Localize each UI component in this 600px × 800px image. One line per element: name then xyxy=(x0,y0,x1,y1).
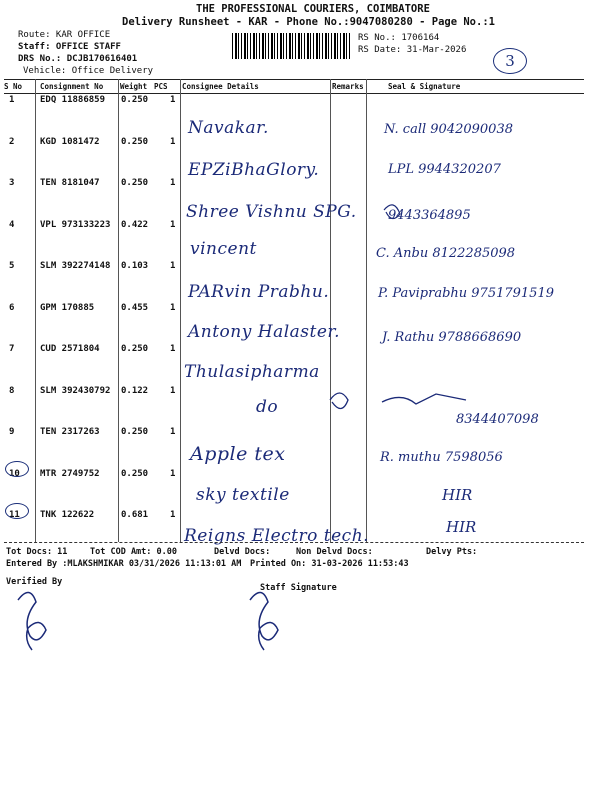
handwritten-signature: J. Rathu 9788668690 xyxy=(382,330,522,345)
handwritten-consignee: PARvin Prabhu. xyxy=(188,282,330,302)
delivered-docs: Delvd Docs: xyxy=(214,547,271,557)
printed-on: Printed On: 31-03-2026 11:53:43 xyxy=(250,559,409,569)
col-consignment: Consignment No xyxy=(40,82,104,91)
row-pcs: 1 xyxy=(170,261,176,271)
scribble-mark xyxy=(330,393,348,409)
row-pcs: 1 xyxy=(170,220,176,230)
row-pcs: 1 xyxy=(170,386,176,396)
row-consignment: SLM 392430792 xyxy=(40,386,111,396)
non-delivered-docs: Non Delvd Docs: xyxy=(296,547,373,557)
row-weight: 0.422 xyxy=(121,220,149,230)
row-sno: 11 xyxy=(9,510,20,520)
handwritten-consignee: Navakar. xyxy=(188,118,269,138)
handwritten-signature: 9443364895 xyxy=(388,208,471,223)
drs-label: DRS No.: DCJB170616401 xyxy=(18,54,138,64)
row-pcs: 1 xyxy=(170,427,176,437)
row-pcs: 1 xyxy=(170,510,176,520)
row-weight: 0.122 xyxy=(121,386,149,396)
handwritten-signature: P. Paviprabhu 9751791519 xyxy=(378,286,554,301)
row-sno: 4 xyxy=(9,220,15,230)
row-consignment: TEN 2317263 xyxy=(40,427,100,437)
staff-signature-scribble xyxy=(250,592,278,650)
row-consignment: TNK 122622 xyxy=(40,510,95,520)
row-consignment: VPL 973133223 xyxy=(40,220,111,230)
col-weight: Weight xyxy=(120,82,148,91)
staff-label: Staff: OFFICE STAFF xyxy=(18,42,121,52)
handwritten-signature: HIR xyxy=(446,518,477,536)
row-pcs: 1 xyxy=(170,469,176,479)
handwritten-signature: HIR xyxy=(442,486,473,504)
handwritten-consignee: sky textile xyxy=(196,485,290,505)
row-weight: 0.250 xyxy=(121,469,149,479)
handwritten-consignee: Apple tex xyxy=(190,443,286,465)
handwritten-consignee: do xyxy=(256,397,279,417)
row-consignment: TEN 8181047 xyxy=(40,178,100,188)
handwritten-consignee: Reigns Electro tech. xyxy=(184,526,370,546)
row-sno: 9 xyxy=(9,427,15,437)
handwritten-signature: N. call 9042090038 xyxy=(384,122,513,137)
handwritten-signature: LPL 9944320207 xyxy=(388,162,501,177)
row-weight: 0.250 xyxy=(121,137,149,147)
col-seal: Seal & Signature xyxy=(388,82,461,91)
page-mark: 3 xyxy=(493,48,527,74)
row-sno: 2 xyxy=(9,137,15,147)
row-weight: 0.250 xyxy=(121,95,149,105)
total-cod: Tot COD Amt: 0.00 xyxy=(90,547,177,557)
handwritten-consignee: Shree Vishnu SPG. xyxy=(186,202,357,222)
row-pcs: 1 xyxy=(170,137,176,147)
handwritten-signature: C. Anbu 8122285098 xyxy=(376,246,516,261)
col-pcs: PCS xyxy=(154,82,168,91)
scribble-mark xyxy=(382,394,466,404)
row-sno: 8 xyxy=(9,386,15,396)
footer-rule xyxy=(4,542,584,543)
row-consignment: SLM 392274148 xyxy=(40,261,111,271)
verifier-signature-scribble xyxy=(18,592,46,650)
row-weight: 0.103 xyxy=(121,261,149,271)
handwritten-consignee: Thulasipharma xyxy=(184,362,320,382)
scribble-mark xyxy=(384,205,400,219)
col-sno: S No xyxy=(4,82,23,91)
row-weight: 0.250 xyxy=(121,427,149,437)
route-label: Route: KAR OFFICE xyxy=(18,30,111,40)
handwritten-consignee: Antony Halaster. xyxy=(188,322,341,342)
row-weight: 0.681 xyxy=(121,510,149,520)
row-pcs: 1 xyxy=(170,95,176,105)
delivery-points: Delvy Pts: xyxy=(426,547,478,557)
rs-date: RS Date: 31-Mar-2026 xyxy=(358,45,467,55)
row-consignment: GPM 170885 xyxy=(40,303,95,313)
staff-signature-label: Staff Signature xyxy=(260,583,337,593)
row-consignment: MTR 2749752 xyxy=(40,469,100,479)
rs-number: RS No.: 1706164 xyxy=(358,33,440,43)
row-sno: 7 xyxy=(9,344,15,354)
row-weight: 0.455 xyxy=(121,303,149,313)
row-consignment: KGD 1081472 xyxy=(40,137,100,147)
row-pcs: 1 xyxy=(170,344,176,354)
col-consignee: Consignee Details xyxy=(182,82,259,91)
vehicle-label: Vehicle: Office Delivery xyxy=(23,66,154,76)
runsheet-title: Delivery Runsheet - KAR - Phone No.:9047080280 - Page No.:1 xyxy=(122,16,495,28)
row-consignment: CUD 2571804 xyxy=(40,344,100,354)
handwritten-consignee: vincent xyxy=(190,239,257,259)
row-sno: 5 xyxy=(9,261,15,271)
row-sno: 10 xyxy=(9,469,20,479)
row-sno: 6 xyxy=(9,303,15,313)
col-remarks: Remarks xyxy=(332,82,364,91)
handwritten-signature: 8344407098 xyxy=(456,412,539,427)
handwritten-consignee: EPZiBhaGlory. xyxy=(188,160,320,180)
entered-by: Entered By :MLAKSHMIKAR 03/31/2026 11:13:01 AM xyxy=(6,559,242,569)
row-weight: 0.250 xyxy=(121,344,149,354)
handwritten-signature: R. muthu 7598056 xyxy=(380,450,503,465)
verified-by-label: Verified By xyxy=(6,577,63,587)
row-weight: 0.250 xyxy=(121,178,149,188)
row-sno: 1 xyxy=(9,95,15,105)
row-pcs: 1 xyxy=(170,303,176,313)
row-pcs: 1 xyxy=(170,178,176,188)
company-title: THE PROFESSIONAL COURIERS, COIMBATORE xyxy=(196,3,430,15)
total-docs: Tot Docs: 11 xyxy=(6,547,68,557)
row-consignment: EDQ 11886859 xyxy=(40,95,106,105)
row-sno: 3 xyxy=(9,178,15,188)
